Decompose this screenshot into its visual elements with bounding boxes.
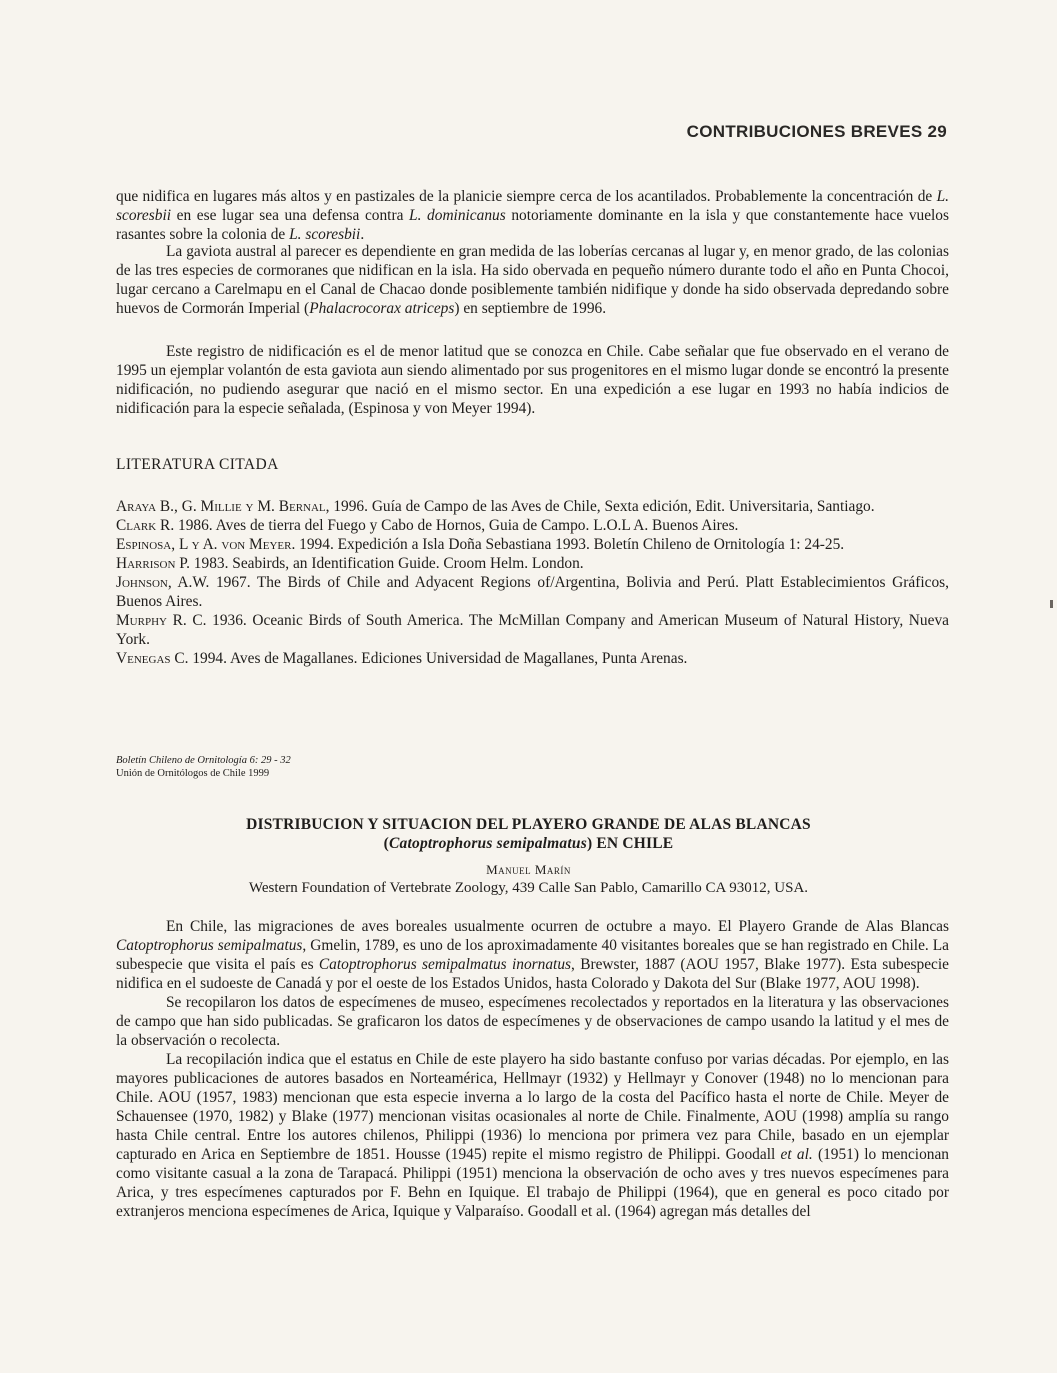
reference-item [116, 516, 949, 535]
reference-author: Araya B., G. Millie y M. Bernal [116, 498, 326, 515]
text-run: ) en septiembre de 1996. [454, 300, 607, 317]
article-affiliation: Western Foundation of Vertebrate Zoology, 439 Calle San Pablo, Camarillo CA 93012, USA. [248, 880, 809, 896]
article-title [116, 815, 941, 853]
text-run: que nidifica en lugares más altos y en pastizales de la planicie siempre cerca de los acantilados. Probablemente la concentración de [116, 188, 937, 205]
reference-text: , 1996. Guía de Campo de las Aves de Chile, Sexta edición, Edit. Universitaria, Santiago. [325, 498, 875, 515]
reference-item [116, 554, 949, 573]
paragraph [116, 187, 949, 244]
title-species: Catoptrophorus semipalmatus [389, 835, 587, 852]
paragraph [116, 1050, 949, 1221]
reference-item [116, 497, 949, 516]
reference-text: . 1994. Expedición a Isla Doña Sebastiana 1993. Boletín Chileno de Ornitología 1: 24-25. [291, 536, 845, 553]
reference-text: 1936. Oceanic Birds of South America. The McMillan Company and American Museum of Natural History, Nueva York. [116, 612, 949, 648]
reference-author: Murphy R. C. [116, 612, 207, 629]
reference-text: 1994. Aves de Magallanes. Ediciones Universidad de Magallanes, Punta Arenas. [188, 650, 688, 667]
reference-author: Clark R. [116, 517, 175, 534]
italic-text: L. scoresbii [289, 226, 361, 243]
reference-item [116, 573, 949, 611]
italic-text: et al. [780, 1146, 813, 1163]
reference-author: Espinosa, L y A. von Meyer [116, 536, 292, 553]
running-head: CONTRIBUCIONES BREVES 29 [686, 122, 947, 141]
article-title-line2 [116, 834, 941, 853]
article-author: Manuel Marín [486, 862, 571, 877]
reference-author: Harrison P. [116, 555, 190, 572]
reference-text: 1986. Aves de tierra del Fuego y Cabo de Hornos, Guia de Campo. L.O.L A. Buenos Aires. [174, 517, 739, 534]
article-body [116, 917, 949, 1221]
paragraph [116, 342, 949, 418]
paragraph-continued [116, 187, 949, 244]
text-run: . [360, 226, 365, 243]
italic-text: Catoptrophorus semipalmatus [116, 937, 303, 954]
paragraph-gaviota [116, 242, 949, 318]
text-run: La gaviota austral al parecer es dependiente en gran medida de las loberías cercanas al lugar y, en menor grado, de las colonias de las tres especies de cormoranes que nidifican en la isla. Ha sido obervada en pequeño número durante todo el año en Punta Chocoi, lugar cercano a Carelmapu en el Canal de Chacao donde posiblemente también nidifique y donde ha sido observada depredando sobre huevos de Cormorán Imperial ( [116, 243, 949, 317]
text-run: en ese lugar sea una defensa contra [171, 207, 410, 224]
title-rest: ) EN CHILE [586, 835, 674, 852]
reference-item [116, 649, 949, 668]
journal-footer [116, 754, 291, 780]
text-run: En Chile, las migraciones de aves boreales usualmente ocurren de octubre a mayo. El Playero Grande de Alas Blancas [166, 918, 949, 935]
italic-text: Catoptrophorus semipalmatus inornatus [318, 956, 572, 973]
reference-item [116, 535, 949, 554]
italic-text: L. scoresbii [116, 188, 949, 224]
text-run: notoriamente dominante en la isla y que constantemente hace vuelos rasantes sobre la colonia de [116, 207, 949, 243]
reference-text: 1983. Seabirds, an Identification Guide. Croom Helm. London. [189, 555, 584, 572]
reference-item [116, 611, 949, 649]
reference-text: , A.W. 1967. The Birds of Chile and Adyacent Regions of/Argentina, Bolivia and Perú. Platt Establecimientos Gráficos, Buenos Aires. [116, 574, 949, 610]
reference-author: Johnson [116, 574, 168, 591]
references-heading: LITERATURA CITADA [116, 456, 279, 473]
text-run: (1951) lo mencionan como visitante casual a la zona de Tarapacá. Philippi (1951) menciona la observación de ocho aves y tres nuevos especímenes para Arica, y tres especímenes capturados por F. Behn en Iquique. El trabajo de Philippi (1964), que en general es poco citado por extranjeros menciona especímenes de Arica, Iquique y Valparaíso. Goodall et al. (1964) agregan más detalles del [116, 1146, 949, 1220]
paragraph-registro [116, 342, 949, 418]
italic-text: L. dominicanus [409, 207, 506, 224]
reference-list [116, 497, 949, 668]
scan-edge-mark [1050, 600, 1053, 608]
title-paren: ( [383, 835, 390, 852]
text-run: , Gmelin, 1789, es uno de los aproximadamente 40 visitantes boreales que se han registrado en Chile. La subespecie que visita el país es [116, 937, 949, 973]
paragraph [116, 242, 949, 318]
paragraph [116, 917, 949, 993]
italic-text: Phalacrocorax atriceps [309, 300, 455, 317]
text-run: Este registro de nidificación es el de menor latitud que se conozca en Chile. Cabe señalar que fue observado en el verano de 1995 un ejemplar volantón de esta gaviota aun siendo alimentado por sus progenitores en el mismo lugar donde se encontró la presente nidificación, no pudiendo asegurar que nació en el mismo sector. En una expedición a ese lugar en 1993 no había indicios de nidificación para la especie señalada, (Espinosa y von Meyer 1994). [116, 343, 949, 417]
footer-citation: Boletín Chileno de Ornitología 6: 29 - 32 [116, 755, 291, 766]
reference-author: Venegas C. [116, 650, 189, 667]
article-title-line1: DISTRIBUCION Y SITUACION DEL PLAYERO GRANDE DE ALAS BLANCAS [246, 816, 811, 833]
text-run: Se recopilaron los datos de especímenes de museo, especímenes recolectados y reportados en la literatura y las observaciones de campo que han sido publicadas. Se graficaron los datos de especímenes y de observaciones de campo usando la latitud y el mes de la observación o recolecta. [116, 994, 949, 1049]
text-run: , Brewster, 1887 (AOU 1957, Blake 1977). Esta subespecie nidifica en el sudoeste de Canadá y por el oeste de los Estados Unidos, hasta Colorado y Dakota del Sur (Blake 1977, AOU 1998). [116, 956, 949, 992]
text-run: La recopilación indica que el estatus en Chile de este playero ha sido bastante confuso por varias décadas. Por ejemplo, en las mayores publicaciones de autores basados en Norteamérica, Hellmayr (1932) y Hellmayr y Conover (1948) no lo mencionan para Chile. AOU (1957, 1983) mencionan que esta especie inverna a lo largo de la costa del Pacífico hasta el norte de Chile. Meyer de Schauensee (1970, 1982) y Blake (1977) mencionan visitas ocasionales al norte de Chile. Finalmente, AOU (1998) amplía su rango hasta Chile central. Entre los autores chilenos, Philippi (1936) lo menciona por primera vez para Chile, basado en un ejemplar capturado en Arica en Septiembre de 1851. Housse (1945) repite el mismo registro de Philippi. Goodall [116, 1051, 949, 1163]
paragraph [116, 993, 949, 1050]
footer-publisher: Unión de Ornitólogos de Chile 1999 [116, 768, 270, 779]
